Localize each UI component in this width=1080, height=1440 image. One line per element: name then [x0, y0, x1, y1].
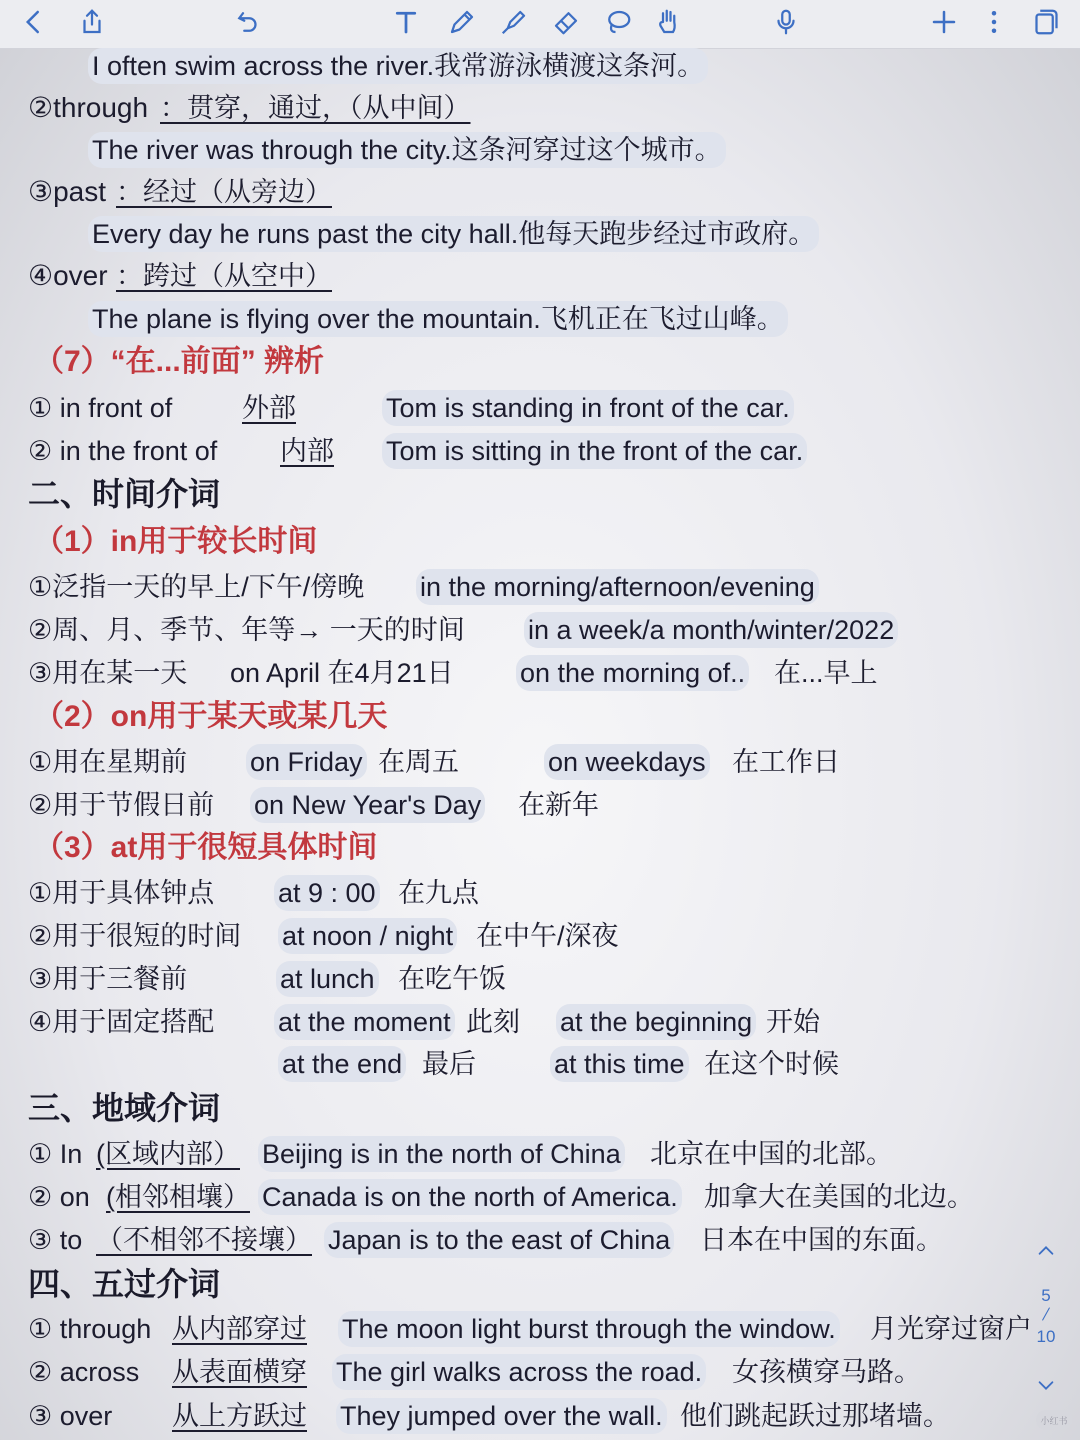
example-phrase: at the beginning	[556, 1004, 756, 1040]
term-meaning: (区域内部）	[96, 1139, 240, 1169]
text-tool-icon[interactable]	[384, 0, 428, 44]
translation: 在九点	[398, 878, 479, 908]
total-pages: 10	[1036, 1327, 1056, 1346]
term-meaning: ：跨过（从空中）	[116, 261, 332, 291]
example-phrase: on weekdays	[544, 744, 710, 780]
add-icon[interactable]	[922, 0, 966, 44]
translation: 日本在中国的东面。	[700, 1225, 943, 1255]
term-meaning: 从内部穿过	[172, 1314, 307, 1344]
term: ③ to	[28, 1225, 83, 1255]
example-sentence: They jumped over the wall.	[336, 1398, 667, 1434]
highlighter-icon[interactable]	[492, 0, 536, 44]
example-sentence: Japan is to the east of China	[324, 1222, 674, 1258]
translation: 女孩横穿马路。	[732, 1357, 921, 1387]
rule-text: ②用于节假日前	[28, 790, 215, 820]
term: ① through	[28, 1314, 152, 1344]
example-sentence: Beijing is in the north of China	[258, 1136, 625, 1172]
hand-icon[interactable]	[646, 0, 690, 44]
term: ② in the front of	[28, 436, 218, 466]
page-down-button[interactable]	[1026, 1374, 1066, 1401]
example-sentence: Tom is sitting in the front of the car.	[382, 433, 807, 469]
page-indicator	[1026, 1286, 1066, 1347]
term-meaning: (相邻相壤）	[106, 1182, 250, 1212]
term: ③ over	[28, 1401, 113, 1431]
back-icon[interactable]	[12, 0, 56, 44]
rule-text: ①用于具体钟点	[28, 878, 215, 908]
more-icon[interactable]	[972, 0, 1016, 44]
pencil-icon[interactable]	[440, 0, 484, 44]
term-meaning: ：经过（从旁边）	[116, 177, 332, 207]
term: ③past	[28, 176, 107, 207]
example-phrase: at the moment	[274, 1004, 455, 1040]
share-icon[interactable]	[70, 0, 114, 44]
chevron-down-icon	[1035, 1374, 1057, 1396]
example-sentence: Tom is standing in front of the car.	[382, 390, 794, 426]
example-phrase: at 9 : 00	[274, 875, 380, 911]
translation: 在...早上	[774, 658, 878, 688]
term: ④over	[28, 260, 108, 291]
translation: 在这个时候	[704, 1049, 839, 1079]
example-sentence: The plane is flying over the mountain.飞机正在飞过山峰。	[88, 301, 788, 337]
example-sentence: Every day he runs past the city hall.他每天跑步经过市政府。	[88, 216, 819, 252]
term-meaning: 外部	[242, 393, 296, 423]
term-meaning: （不相邻不接壤）	[96, 1225, 312, 1255]
translation: 最后	[422, 1049, 476, 1079]
example-sentence: Canada is on the north of America.	[258, 1179, 682, 1215]
example-phrase: in the morning/afternoon/evening	[416, 569, 819, 605]
example-sentence: I often swim across the river.我常游泳横渡这条河。	[88, 48, 708, 84]
term: ① in front of	[28, 393, 173, 423]
example-phrase: on Friday	[246, 744, 367, 780]
rule-text: ②周、月、季节、年等→ 一天的时间	[28, 615, 465, 645]
translation: 在吃午饭	[398, 964, 506, 994]
translation: 在工作日	[732, 747, 840, 777]
pages-icon[interactable]	[1022, 0, 1066, 44]
term: ②through	[28, 92, 149, 123]
term-meaning: 内部	[280, 436, 334, 466]
eraser-icon[interactable]	[544, 0, 588, 44]
translation: 他们跳起跃过那堵墙。	[680, 1401, 950, 1431]
rule-text: ①泛指一天的早上/下午/傍晚	[28, 572, 365, 602]
example-phrase: in a week/a month/winter/2022	[524, 612, 898, 648]
translation: 在新年	[518, 790, 599, 820]
translation: 北京在中国的北部。	[650, 1139, 893, 1169]
note-page[interactable]: I often swim across the river.我常游泳横渡这条河。 ②through ：贯穿，通过，（从中间） The river was through the city.这条河穿过这个城市。 ③past ：经过（从旁边） Every day he runs past the city hall.他每天跑步经过市政府。 ④over ：跨过（从空中） The plane is flying over the mountain.飞机正在飞过山峰。 （7）“在...前面” 辨析 ① in front of 外部 Tom is standing in front of the car. ② in the front of 内部 Tom is sitting in the front of the car. 二、时间介词 （1）in用于较长时间 ①泛指一天的早上/下午/傍晚 in the morning/afternoon/evening ②周、月、季节、年等→ 一天的时间 in a week/a month/winter/2022 ③用在某一天 on April 在4月21日 on the morning of.. 在...早上 （2）on用于某天或某几天 ①用在星期前 on Friday 在周五 on weekdays 在工作日 ②用于节假日前 on New Year's Day 在新年 （3）at用于很短具体时间 ①用于具体钟点 at 9 : 00 在九点 ②用于很短的时间 at noon / night 在中午/深夜 ③用于三餐前 at lunch 在吃午饭 ④用于固定搭配 at the moment 此刻 at the beginning 开始 at the end 最后 at this time 在这个时候 三、地域介词 ① In (区域内部） Beijing is in the north of China 北京在中国的北部。 ② on (相邻相壤） Canada is on the north of America. 加拿大在美国的北边。 ③ to （不相邻不接壤） Japan is to the east of China 日本在中国的东面。 四、五过介词 ① through 从内部穿过 The moon light burst through the window. 月光穿过窗户 ② across 从表面横穿 The girl walks across the road. 女孩横穿马路。 ③ over 从上方跃过 They jumped over the wall. 他们跳起跃过那堵墙。	[0, 48, 1080, 1440]
rule-text: ③用在某一天	[28, 658, 188, 688]
undo-icon[interactable]	[226, 0, 270, 44]
example-sentence: The moon light burst through the window.	[338, 1311, 840, 1347]
example-sentence: The girl walks across the road.	[332, 1354, 706, 1390]
term-meaning: ：贯穿，通过，（从中间）	[160, 93, 471, 123]
rule-text: ④用于固定搭配	[28, 1007, 215, 1037]
term-meaning: 从表面横穿	[172, 1357, 307, 1387]
toolbar	[0, 0, 1080, 49]
term: ① In	[28, 1139, 83, 1169]
term: ② across	[28, 1357, 140, 1387]
rule-text: ③用于三餐前	[28, 964, 188, 994]
translation: 加拿大在美国的北边。	[704, 1182, 974, 1212]
rule-text: ①用在星期前	[28, 747, 188, 777]
watermark: 小红书	[1036, 1410, 1072, 1430]
current-page: 5	[1041, 1286, 1051, 1305]
rule-text: ②用于很短的时间	[28, 921, 242, 951]
microphone-icon[interactable]	[764, 0, 808, 44]
page-up-button[interactable]	[1026, 1240, 1066, 1267]
example-phrase: at noon / night	[278, 918, 457, 954]
term-meaning: 从上方跃过	[172, 1401, 307, 1431]
translation: 在中午/深夜	[476, 921, 619, 951]
example-phrase: on April 在4月21日	[230, 658, 454, 688]
translation: 开始	[766, 1007, 820, 1037]
example-phrase: at this time	[550, 1046, 689, 1082]
example-phrase: on New Year's Day	[250, 787, 485, 823]
example-sentence: The river was through the city.这条河穿过这个城市。	[88, 132, 726, 168]
example-phrase: at the end	[278, 1046, 406, 1082]
example-phrase: at lunch	[276, 961, 379, 997]
translation: 在周五	[378, 747, 459, 777]
slash-icon	[1036, 1306, 1056, 1322]
translation: 月光穿过窗户	[870, 1314, 1032, 1344]
translation: 此刻	[466, 1007, 520, 1037]
lasso-icon[interactable]	[596, 0, 640, 44]
chevron-up-icon	[1035, 1240, 1057, 1262]
example-phrase: on the morning of..	[516, 655, 749, 691]
term: ② on	[28, 1182, 90, 1212]
